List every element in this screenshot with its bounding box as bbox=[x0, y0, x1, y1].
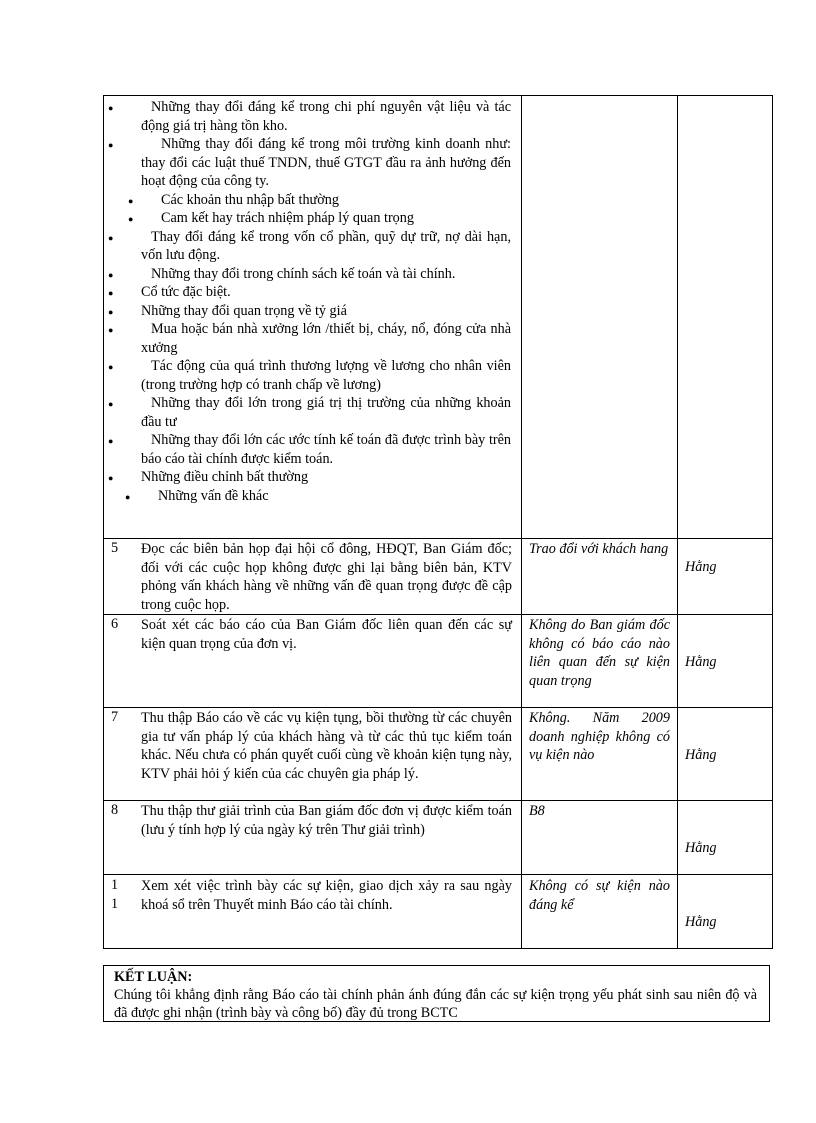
step-note: Không do Ban giám đốc không có báo cáo nào liên quan đến sự kiện quan trọng bbox=[529, 617, 670, 689]
subsequent-events-list bbox=[104, 96, 521, 507]
step-description: Thu thập thư giải trình của Ban giám đốc đơn vị được kiểm toán (lưu ý tính hợp lý của ngày ký trên Thư giải trình) bbox=[141, 803, 512, 838]
performed-by: Hằng bbox=[685, 747, 717, 763]
step-number: 5 bbox=[111, 540, 119, 556]
step-number: 6 bbox=[111, 616, 119, 632]
table-row bbox=[104, 801, 773, 875]
list-item: ● Những thay đổi đáng kể trong chi phí nguyên vật liệu và tác động giá trị hàng tồn kho. bbox=[141, 98, 511, 135]
list-item: ● Những điều chỉnh bất thường bbox=[141, 468, 511, 487]
performed-by: Hằng bbox=[685, 559, 717, 575]
step-number-line: 1 bbox=[111, 877, 119, 893]
step-note: B8 bbox=[529, 803, 545, 819]
list-item: ● Cổ tức đặc biệt. bbox=[141, 283, 511, 302]
list-item: ● Thay đổi đáng kể trong vốn cổ phần, quỹ dự trữ, nợ dài hạn, vốn lưu động. bbox=[141, 228, 511, 265]
table-row bbox=[104, 539, 773, 615]
performed-by: Hằng bbox=[685, 840, 717, 856]
audit-procedures-table bbox=[103, 95, 773, 949]
step-number: 7 bbox=[111, 709, 119, 725]
list-item: ● Những vấn đề khác bbox=[141, 487, 511, 506]
conclusion-text: Chúng tôi khẳng định rằng Báo cáo tài chính phản ánh đúng đắn các sự kiện trọng yếu phát sinh sau niên độ và đã được ghi nhận (trình bày và công bố) đầy đủ trong BCTC bbox=[114, 987, 757, 1021]
step-description: Đọc các biên bản họp đại hội cổ đông, HĐQT, Ban Giám đốc; đối với các cuộc họp không được ghi lại bằng biên bản, KTV phỏng vấn khách hàng về những vấn đề quan trọng được đề cập trong cuộc họp. bbox=[141, 541, 512, 613]
list-item: ● Mua hoặc bán nhà xưởng lớn /thiết bị, cháy, nổ, đóng cửa nhà xưởng bbox=[141, 320, 511, 357]
procedure-cell bbox=[104, 96, 522, 539]
table-row bbox=[104, 96, 773, 539]
list-item: ● Tác động của quá trình thương lượng về lương cho nhân viên (trong trường hợp có tranh chấp về lương) bbox=[141, 357, 511, 394]
step-description: Soát xét các báo cáo của Ban Giám đốc liên quan đến các sự kiện quan trọng của đơn vị. bbox=[141, 617, 512, 652]
list-item: ● Những thay đổi lớn các ước tính kế toán đã được trình bày trên báo cáo tài chính được kiểm toán. bbox=[141, 431, 511, 468]
step-description: Thu thập Báo cáo về các vụ kiện tụng, bồi thường từ các chuyên gia tư vấn pháp lý của khách hàng và từ các thủ tục kiểm toán khác. Nếu chưa có phán quyết cuối cùng về khoản kiện tụng này, KTV phải hỏi ý kiến của các chuyên gia pháp lý. bbox=[141, 710, 512, 782]
performed-by: Hằng bbox=[685, 654, 717, 670]
note-cell bbox=[522, 96, 678, 539]
conclusion-heading: KẾT LUẬN: bbox=[114, 969, 193, 985]
performer-cell bbox=[678, 96, 773, 539]
step-number-line: 1 bbox=[111, 895, 119, 912]
list-item: ● Những thay đổi quan trọng về tỷ giá bbox=[141, 302, 511, 321]
table-row bbox=[104, 875, 773, 949]
performed-by: Hằng bbox=[685, 914, 717, 930]
conclusion-box bbox=[103, 965, 770, 1022]
step-note: Trao đổi với khách hang bbox=[529, 541, 669, 557]
step-number: 8 bbox=[111, 802, 119, 818]
list-item: ● Những thay đổi lớn trong giá trị thị trường của những khoản đầu tư bbox=[141, 394, 511, 431]
table-row bbox=[104, 708, 773, 801]
list-item: ● Cam kết hay trách nhiệm pháp lý quan trọng bbox=[141, 209, 511, 228]
list-item: ● Các khoản thu nhập bất thường bbox=[141, 191, 511, 210]
step-note: Không. Năm 2009 doanh nghiệp không có vụ kiện nào bbox=[529, 710, 670, 763]
step-note: Không có sự kiện nào đáng kể bbox=[529, 878, 670, 913]
list-item: ● Những thay đổi trong chính sách kế toán và tài chính. bbox=[141, 265, 511, 284]
step-description: Xem xét việc trình bày các sự kiện, giao dịch xảy ra sau ngày khoá sổ trên Thuyết minh Báo cáo tài chính. bbox=[141, 878, 512, 913]
table-row bbox=[104, 615, 773, 708]
list-item: ● Những thay đổi đáng kể trong môi trường kinh doanh như: thay đổi các luật thuế TNDN, thuế GTGT đầu ra ảnh hưởng đến hoạt động của công ty. bbox=[141, 135, 511, 191]
step-number bbox=[104, 875, 141, 914]
